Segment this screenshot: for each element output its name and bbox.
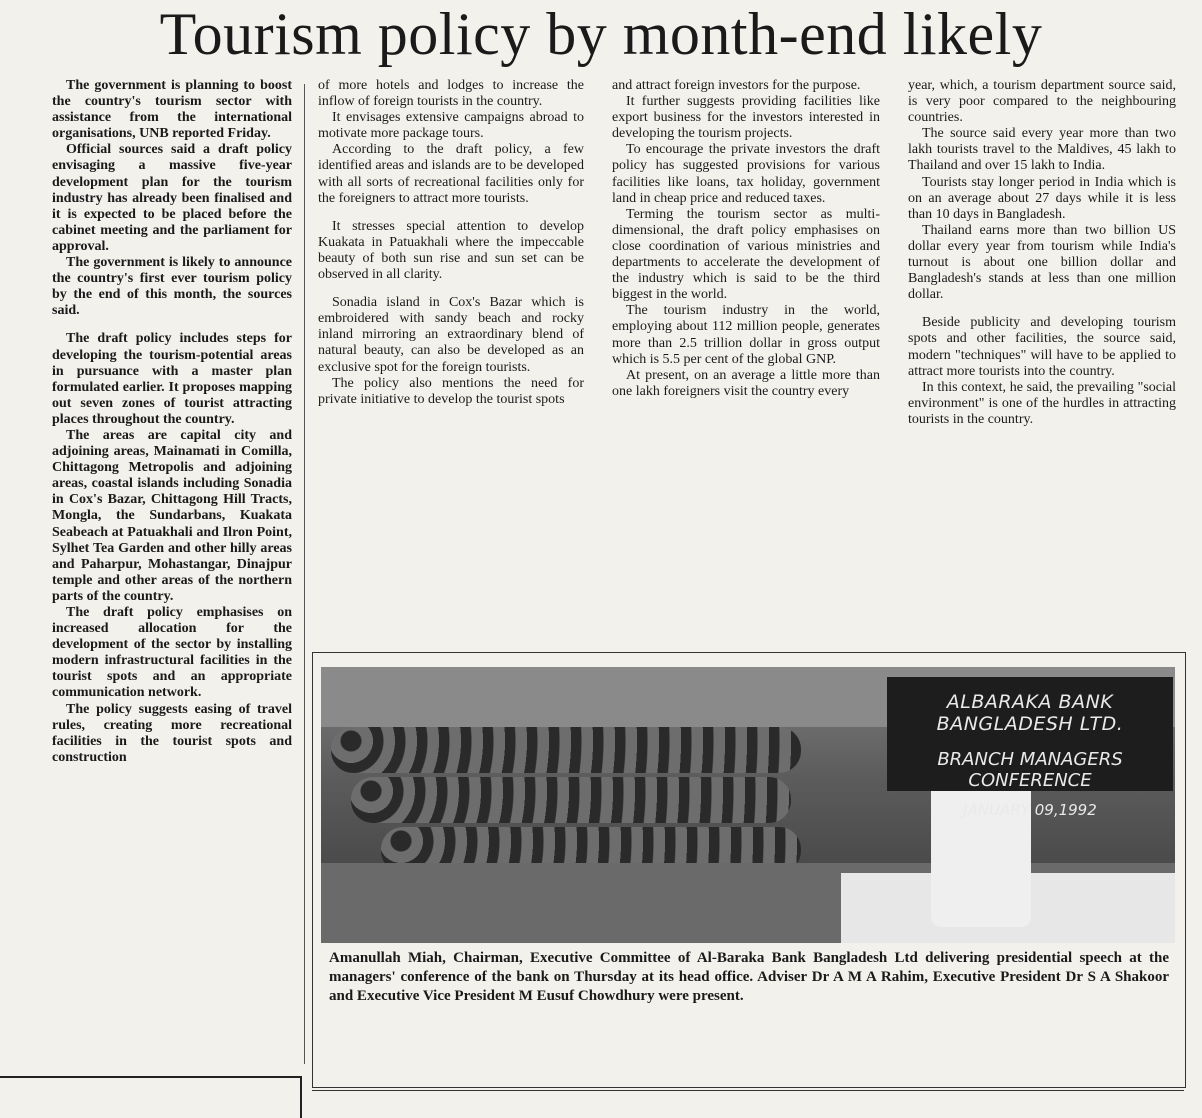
paragraph: Thailand earns more than two billion US dollar every year from tourism while India's turnout is about one billion dollar and Bangladesh's stands at less than one million dollar. xyxy=(908,222,1176,303)
paragraph: At present, on an average a little more than one lakh foreigners visit the country every xyxy=(612,367,880,399)
paragraph: The policy suggests easing of travel rules, creating more recreational facilities in the tourist spots and construction xyxy=(52,701,292,765)
paragraph: It envisages extensive campaigns abroad to motivate more package tours. xyxy=(318,110,584,142)
paragraph: Terming the tourism sector as multi-dimensional, the draft policy emphasises on close coordination of various ministries and departments to accelerate the development of the industry which is said to be the third biggest in the world. xyxy=(612,206,880,303)
paragraph: The draft policy emphasises on increased allocation for the development of the sector by installing modern infrastructural facilities in the tourist spots and an appropriate communication network. xyxy=(52,605,292,701)
bottom-rule xyxy=(312,1090,1184,1091)
paragraph: It stresses special attention to develop Kuakata in Patuakhali where the impeccable beauty of both sun rise and sun set can be observed in all clarity. xyxy=(318,218,584,283)
paragraph: The source said every year more than two lakh tourists travel to the Maldives, 45 lakh to Thailand and over 15 lakh to India. xyxy=(908,126,1176,174)
paragraph: year, which, a tourism department source said, is very poor compared to the neighbouring countries. xyxy=(908,78,1176,126)
photo-box xyxy=(312,652,1186,1088)
paragraph: Official sources said a draft policy envisaging a massive five-year development plan for the tourism industry has already been finalised and it is expected to be placed before the cabinet meeting and the parliament for approval. xyxy=(52,142,292,254)
article-column-3 xyxy=(612,78,880,400)
paragraph: Tourists stay longer period in India which is on an average about 27 days while it is less than 10 days in Bangladesh. xyxy=(908,174,1176,222)
paragraph: Sonadia island in Cox's Bazar which is embroidered with sandy beach and rocky inland mirroring an extraordinary blend of natural beauty, can also be developed as an exclusive spot for the foreign tourists. xyxy=(318,295,584,375)
banner-line-1: ALBARAKA BANK BANGLADESH LTD. xyxy=(936,691,1124,735)
article-column-2 xyxy=(318,78,584,408)
paragraph: The areas are capital city and adjoining areas, Mainamati in Comilla, Chittagong Metropolis and adjoining areas, coastal islands including Sonadia in Cox's Bazar, Chittagong Hill Tracts, Mongla, the Sundarbans, Kuakata Seabeach at Patuakhali and Ilron Point, Sylhet Tea Garden and other hilly areas and Paharpur, Mohastangar, Dinajpur temple and other areas of the northern parts of the country. xyxy=(52,427,292,604)
conference-banner xyxy=(887,677,1173,819)
headline: Tourism policy by month-end likely xyxy=(159,1,1043,67)
paragraph: The policy also mentions the need for private initiative to develop the tourist spots xyxy=(318,375,584,407)
paragraph: Beside publicity and developing tourism spots and other facilities, the source said, modern "techniques" will have to be applied to attract more tourists into the country. xyxy=(908,315,1176,379)
corner-box xyxy=(0,1076,302,1118)
article-column-4 xyxy=(908,78,1176,428)
banner-line-3: JANUARY 09,1992 xyxy=(963,801,1097,819)
paragraph: of more hotels and lodges to increase the inflow of foreign tourists in the country. xyxy=(318,78,584,110)
photo-caption: Amanullah Miah, Chairman, Executive Committee of Al-Baraka Bank Bangladesh Ltd delivering presidential speech at the managers' conference of the bank on Thursday at its head office. Adviser Dr A M A Rahim, Executive President Dr S A Shakoor and Executive Vice President M Eusuf Chowdhury were present. xyxy=(329,950,1169,1004)
article-column-1 xyxy=(52,78,292,766)
paragraph: It further suggests providing facilities like export business for the investors interested in developing the tourism projects. xyxy=(612,94,880,142)
column-divider xyxy=(304,84,305,1064)
audience-row xyxy=(351,777,791,823)
banner-line-2: BRANCH MANAGERS CONFERENCE xyxy=(937,749,1123,791)
paragraph: The government is planning to boost the country's tourism sector with assistance from the international organisations, UNB reported Friday. xyxy=(52,78,292,142)
paragraph: The tourism industry in the world, employing about 112 million people, generates more than 2.5 trillion dollar in gross output which is 5.5 per cent of the global GNP. xyxy=(612,303,880,367)
paragraph: and attract foreign investors for the purpose. xyxy=(612,78,861,93)
paragraph: According to the draft policy, a few identified areas and islands are to be developed with all sorts of recreational facilities only for the foreigners to attract more tourists. xyxy=(318,142,584,206)
paragraph: To encourage the private investors the draft policy has suggested provisions for various facilities like loans, tax holiday, government land in cheap price and reduced taxes. xyxy=(612,142,880,206)
paragraph: In this context, he said, the prevailing "social environment" is one of the hurdles in attracting tourists in the country. xyxy=(908,379,1176,427)
audience-row xyxy=(331,727,801,773)
paragraph: The government is likely to announce the country's first ever tourism policy by the end of this month, the sources said. xyxy=(52,255,292,319)
conference-photo xyxy=(321,667,1175,943)
paragraph: The draft policy includes steps for developing the tourism-potential areas in pursuance with a master plan formulated earlier. It proposes mapping out seven zones of tourist attracting places throughout the country. xyxy=(52,331,292,427)
